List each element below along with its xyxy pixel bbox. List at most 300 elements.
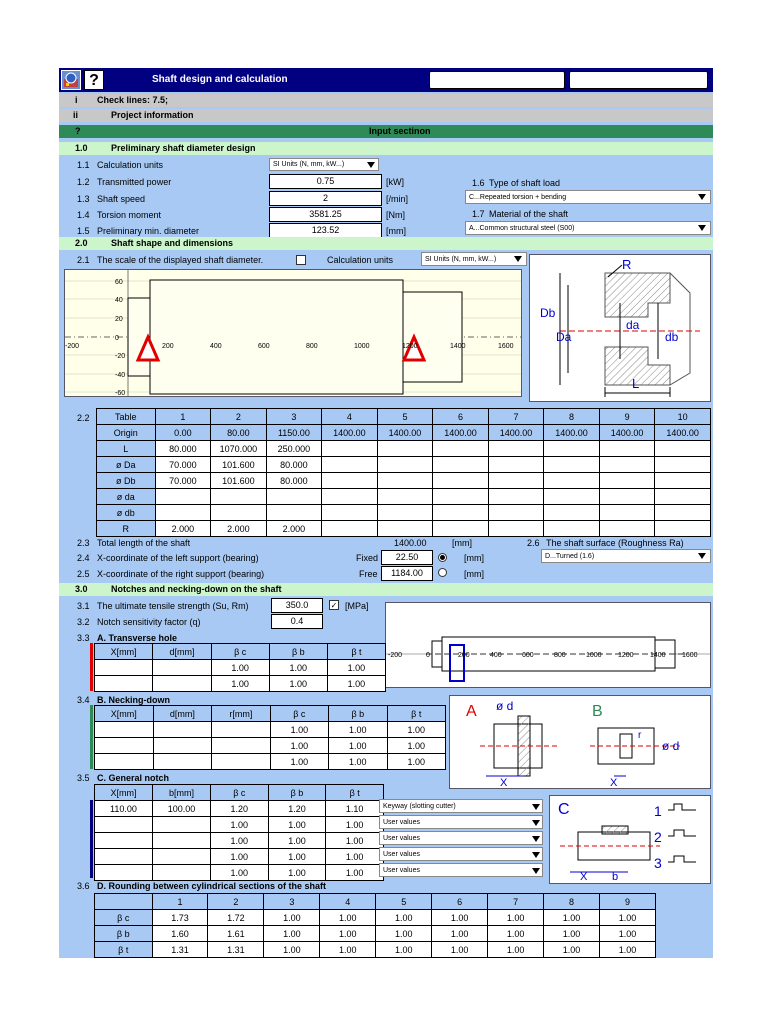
- table-row: [95, 926, 656, 942]
- table-cell[interactable]: 1.20: [210, 801, 268, 817]
- table-row: [95, 833, 384, 849]
- column-header: β b: [329, 706, 387, 722]
- label-phi-d-2: ø d: [662, 739, 680, 753]
- label-X-b: X: [610, 777, 618, 788]
- table-cell[interactable]: [155, 489, 211, 505]
- table-cell[interactable]: 1.00: [264, 910, 320, 926]
- label-Db: Db: [540, 306, 556, 320]
- notch-type-selects: [379, 799, 549, 879]
- marker-b: [90, 705, 93, 769]
- column-header: d[mm]: [153, 644, 211, 660]
- roughness-select[interactable]: D...Turned (1.6): [541, 549, 711, 563]
- notch-sensitivity-input[interactable]: 0.4: [271, 614, 323, 629]
- y-tick-label: -60: [115, 390, 126, 396]
- total-length-value: 1400.00: [394, 538, 427, 548]
- column-header: β c: [211, 644, 269, 660]
- table-cell[interactable]: 1.00: [387, 738, 446, 754]
- x-tick-label: -200: [388, 652, 403, 659]
- table-cell[interactable]: [95, 722, 154, 738]
- x-tick-label: 200: [162, 343, 174, 350]
- column-header: 8: [544, 409, 600, 425]
- table-cell[interactable]: 1.00: [264, 942, 320, 958]
- table-cell[interactable]: 1.00: [600, 926, 656, 942]
- table-cell[interactable]: [212, 738, 271, 754]
- column-header: X[mm]: [95, 706, 154, 722]
- table-cell[interactable]: [95, 817, 153, 833]
- material-label: Material of the shaft: [489, 209, 569, 219]
- table-cell[interactable]: 80.00: [211, 425, 267, 441]
- table-row: [95, 660, 386, 676]
- table-cell[interactable]: 1.00: [488, 942, 544, 958]
- column-header: 4: [320, 894, 376, 910]
- table-cell[interactable]: 1.00: [329, 738, 387, 754]
- table-cell[interactable]: [544, 457, 600, 473]
- table-cell[interactable]: 1.00: [488, 910, 544, 926]
- general-notch-title: C. General notch: [97, 773, 170, 783]
- chevron-down-icon[interactable]: [698, 225, 706, 231]
- table-cell[interactable]: [377, 521, 433, 537]
- table-cell[interactable]: 1.00: [387, 722, 446, 738]
- table-cell[interactable]: 100.00: [152, 801, 210, 817]
- material-select[interactable]: A...Common structural steel (S00): [465, 221, 711, 235]
- column-header: 9: [600, 894, 656, 910]
- notch-type-select[interactable]: User values: [379, 847, 543, 861]
- table-cell[interactable]: [95, 738, 154, 754]
- table-cell[interactable]: 1.00: [268, 865, 326, 881]
- label-r: r: [638, 730, 642, 741]
- load-type-select[interactable]: C...Repeated torsion + bending: [465, 190, 711, 204]
- table-cell[interactable]: [266, 505, 322, 521]
- table-cell[interactable]: 2.000: [211, 521, 267, 537]
- table-cell[interactable]: [152, 833, 210, 849]
- rounding-table: [94, 893, 656, 958]
- notch-type-select[interactable]: User values: [379, 831, 543, 845]
- column-header: β b: [268, 785, 326, 801]
- table-cell[interactable]: 1.00: [544, 942, 600, 958]
- table-cell[interactable]: 1.00: [432, 942, 488, 958]
- table-cell[interactable]: 1.00: [327, 660, 385, 676]
- input-section-label: Input sectinon: [369, 126, 431, 136]
- section-2-title: Shaft shape and dimensions: [111, 238, 234, 248]
- table-cell[interactable]: [544, 441, 600, 457]
- column-header: b[mm]: [152, 785, 210, 801]
- table-row: [95, 942, 656, 958]
- table-cell[interactable]: [211, 489, 267, 505]
- chevron-down-icon[interactable]: [532, 836, 540, 842]
- table-cell[interactable]: [152, 817, 210, 833]
- help-icon[interactable]: ?: [84, 70, 104, 90]
- table-cell[interactable]: 1.00: [600, 942, 656, 958]
- column-header: 10: [655, 409, 711, 425]
- label-db: db: [665, 330, 679, 344]
- shaft-section-figure: [529, 254, 711, 402]
- column-header: 1: [155, 409, 211, 425]
- table-cell[interactable]: Origin: [97, 425, 156, 441]
- table-cell[interactable]: [433, 489, 489, 505]
- marker-a: [90, 643, 93, 691]
- section-1-header: 1.0 Preliminary shaft diameter design: [59, 142, 713, 155]
- notch-c-figure: [549, 795, 711, 884]
- table-cell[interactable]: 1.00: [211, 660, 269, 676]
- table-cell[interactable]: [212, 722, 271, 738]
- table-cell[interactable]: [322, 505, 378, 521]
- table-cell[interactable]: 1.00: [210, 833, 268, 849]
- column-header: 6: [432, 894, 488, 910]
- table-cell[interactable]: 1.00: [264, 926, 320, 942]
- table-cell[interactable]: [211, 505, 267, 521]
- load-type-label: Type of shaft load: [489, 178, 561, 188]
- table-cell[interactable]: [95, 676, 153, 692]
- table-cell[interactable]: [153, 754, 212, 770]
- table-cell[interactable]: 1.00: [270, 722, 328, 738]
- table-cell[interactable]: 1.31: [152, 942, 208, 958]
- table-cell[interactable]: 1.00: [544, 910, 600, 926]
- table-cell[interactable]: [95, 849, 153, 865]
- tensile-checkbox[interactable]: ✓: [330, 601, 338, 610]
- rounding-title: D. Rounding between cylindrical sections of the shaft: [97, 881, 327, 891]
- table-row: [95, 910, 656, 926]
- label-2: 2: [654, 829, 662, 845]
- table-cell[interactable]: 1.00: [269, 676, 327, 692]
- table-cell[interactable]: [488, 521, 544, 537]
- check-lines-label: Check lines: 7.5;: [97, 95, 169, 105]
- column-header: 5: [376, 894, 432, 910]
- section-1-title: Preliminary shaft diameter design: [111, 143, 256, 153]
- table-cell[interactable]: [433, 441, 489, 457]
- x-tick-label: 1200: [618, 652, 634, 659]
- table-cell[interactable]: [153, 660, 211, 676]
- table-cell[interactable]: [153, 676, 211, 692]
- x-tick-label: 0: [426, 652, 430, 659]
- table-cell[interactable]: β b: [95, 926, 153, 942]
- table-cell[interactable]: [599, 489, 655, 505]
- table-cell[interactable]: 1400.00: [544, 425, 600, 441]
- label-3: 3: [654, 855, 662, 871]
- table-cell[interactable]: [95, 754, 154, 770]
- table-cell[interactable]: 1.00: [268, 817, 326, 833]
- shaft-dimension-table: [96, 408, 711, 537]
- table-cell[interactable]: [95, 660, 153, 676]
- x-tick-label: 800: [554, 652, 566, 659]
- table-cell[interactable]: [433, 521, 489, 537]
- table-cell[interactable]: 1.00: [320, 926, 376, 942]
- table-cell[interactable]: 1400.00: [655, 425, 711, 441]
- table-cell[interactable]: 1.00: [488, 926, 544, 942]
- table-row: [95, 754, 446, 770]
- app-logo-icon[interactable]: [61, 70, 81, 90]
- table-cell[interactable]: 80.000: [155, 441, 211, 457]
- table-cell[interactable]: 1.60: [152, 926, 208, 942]
- table-cell[interactable]: [655, 457, 711, 473]
- table-cell[interactable]: R: [97, 521, 156, 537]
- table-cell[interactable]: [377, 473, 433, 489]
- table-cell[interactable]: [377, 489, 433, 505]
- table-cell[interactable]: [488, 505, 544, 521]
- table-cell[interactable]: 1.00: [327, 676, 385, 692]
- x-tick-label: 400: [490, 652, 502, 659]
- table-cell[interactable]: [599, 505, 655, 521]
- column-header: β t: [326, 785, 384, 801]
- table-cell[interactable]: 1150.00: [266, 425, 322, 441]
- table-cell[interactable]: [655, 473, 711, 489]
- table-cell[interactable]: [322, 473, 378, 489]
- table-cell[interactable]: 1.00: [329, 722, 387, 738]
- table-cell[interactable]: 1.00: [210, 817, 268, 833]
- y-tick-label: 40: [115, 297, 123, 304]
- table-cell[interactable]: 1.00: [210, 849, 268, 865]
- chevron-down-icon[interactable]: [532, 868, 540, 874]
- x-tick-label: 1200: [402, 343, 418, 350]
- table-cell[interactable]: 1.31: [208, 942, 264, 958]
- column-header: X[mm]: [95, 644, 153, 660]
- table-cell[interactable]: 1.00: [270, 738, 328, 754]
- table-cell[interactable]: 1.00: [270, 754, 328, 770]
- chevron-down-icon[interactable]: [532, 804, 540, 810]
- column-header: 7: [488, 409, 544, 425]
- table-cell[interactable]: 1.72: [208, 910, 264, 926]
- notch-position-plot: [385, 602, 711, 688]
- table-cell[interactable]: 1.00: [432, 926, 488, 942]
- table-cell[interactable]: β t: [95, 942, 153, 958]
- table-cell[interactable]: 1.00: [268, 833, 326, 849]
- general-notch-table: [94, 784, 384, 881]
- table-cell[interactable]: [488, 489, 544, 505]
- table-cell[interactable]: 1.00: [387, 754, 446, 770]
- column-header: X[mm]: [95, 785, 153, 801]
- table-cell[interactable]: 1.20: [268, 801, 326, 817]
- label-L: L: [632, 376, 640, 391]
- table-cell[interactable]: [95, 833, 153, 849]
- table-cell[interactable]: [599, 473, 655, 489]
- table-cell[interactable]: 1.00: [326, 833, 384, 849]
- column-header: 4: [322, 409, 378, 425]
- speed-input[interactable]: 2: [269, 191, 382, 206]
- x-tick-label: -200: [65, 343, 80, 350]
- table-cell[interactable]: 1.00: [329, 754, 387, 770]
- table-cell[interactable]: 1.00: [376, 926, 432, 942]
- right-support-input[interactable]: 1184.00: [381, 566, 433, 581]
- table-cell[interactable]: 70.000: [155, 473, 211, 489]
- table-cell[interactable]: [322, 489, 378, 505]
- table-row: [97, 473, 711, 489]
- table-cell[interactable]: 1.00: [210, 865, 268, 881]
- x-tick-label: 600: [258, 343, 270, 350]
- calc-units-select-2[interactable]: SI Units (N, mm, kW...): [421, 252, 527, 266]
- label-C: C: [558, 801, 570, 818]
- table-cell[interactable]: 1.00: [600, 910, 656, 926]
- y-tick-label: 0: [115, 335, 119, 342]
- table-cell[interactable]: [433, 457, 489, 473]
- free-radio[interactable]: [438, 568, 447, 577]
- section-3-title: Notches and necking-down on the shaft: [111, 584, 282, 594]
- table-cell[interactable]: β c: [95, 910, 153, 926]
- notch-type-select[interactable]: User values: [379, 815, 543, 829]
- table-cell[interactable]: 1.00: [326, 865, 384, 881]
- tensile-strength-input[interactable]: 350.0: [271, 598, 323, 613]
- table-cell[interactable]: [377, 457, 433, 473]
- chevron-down-icon[interactable]: [514, 256, 522, 262]
- table-cell[interactable]: [433, 505, 489, 521]
- section-3-header: 3.0 Notches and necking-down on the shaft: [59, 583, 713, 596]
- table-row: [97, 505, 711, 521]
- table-cell[interactable]: 1.00: [320, 942, 376, 958]
- table-cell[interactable]: 1400.00: [488, 425, 544, 441]
- table-cell[interactable]: [544, 521, 600, 537]
- label-X-c: X: [580, 871, 588, 883]
- table-cell[interactable]: 2.000: [155, 521, 211, 537]
- table-cell[interactable]: [153, 722, 212, 738]
- table-cell[interactable]: [655, 521, 711, 537]
- column-header: 1: [152, 894, 208, 910]
- chevron-down-icon[interactable]: [367, 162, 375, 168]
- label-1: 1: [654, 803, 662, 819]
- page-title: Shaft design and calculation: [152, 74, 288, 85]
- table-row: [97, 441, 711, 457]
- table-cell[interactable]: 80.000: [266, 473, 322, 489]
- marker-c: [90, 800, 93, 878]
- column-header: 2: [211, 409, 267, 425]
- column-header: 7: [488, 894, 544, 910]
- shaft-calculation-button[interactable]: Shaft calculation: [429, 71, 565, 89]
- chevron-down-icon[interactable]: [532, 820, 540, 826]
- table-cell[interactable]: ø db: [97, 505, 156, 521]
- table-row: [95, 849, 384, 865]
- table-cell[interactable]: 1.00: [432, 910, 488, 926]
- min-diameter-value: 123.52: [269, 223, 382, 238]
- table-row: [95, 738, 446, 754]
- chevron-down-icon[interactable]: [698, 553, 706, 559]
- table-cell[interactable]: [322, 521, 378, 537]
- table-cell[interactable]: [544, 473, 600, 489]
- table-cell[interactable]: ø Db: [97, 473, 156, 489]
- column-header: β t: [387, 706, 446, 722]
- table-cell[interactable]: 1400.00: [433, 425, 489, 441]
- table-cell[interactable]: 1.00: [211, 676, 269, 692]
- table-cell[interactable]: [153, 738, 212, 754]
- table-cell[interactable]: [544, 505, 600, 521]
- table-cell[interactable]: [655, 505, 711, 521]
- table-cell[interactable]: 1070.000: [211, 441, 267, 457]
- table-cell[interactable]: 1.10: [326, 801, 384, 817]
- notch-type-select[interactable]: Keyway (slotting cutter): [379, 799, 543, 813]
- y-tick-label: 60: [115, 279, 123, 286]
- table-cell[interactable]: 110.00: [95, 801, 153, 817]
- x-tick-label: 600: [522, 652, 534, 659]
- table-cell[interactable]: [599, 441, 655, 457]
- label-B: B: [592, 703, 603, 720]
- table-cell[interactable]: ø da: [97, 489, 156, 505]
- table-cell[interactable]: 250.000: [266, 441, 322, 457]
- table-cell[interactable]: 1.00: [326, 849, 384, 865]
- table-cell[interactable]: [655, 489, 711, 505]
- table-cell[interactable]: L: [97, 441, 156, 457]
- spreadsheet: ? Shaft design and calculation Shaft calculation Clear table of results i Check lines: 7.5; ii Project information ? Input sectinon 1.0 Preliminary shaft diameter design 1.1 Calculation units SI Units (N, mm, kW...) 1.2 Transmitted power 0.75 [kW] 1.3 Shaft speed 2 [/min] 1.4 Torsion moment 3581.25 [Nm] 1.5 Preliminary min. diameter 123.52 [mm] 1.6 Type of shaft load C...Repeated torsion + bending 1.7 Material of the shaft A...Common structural steel (S00) 2.0 Shaft shape and dimensions 2.1 The scale of the displayed shaft diameter. Calculation units SI Units (N, mm, kW...) 60 40 20 0 -20 -40 -60 -200 200 400 600 800 1000 1200 1400 1600 R Db Da da db L 2.2 Table 1 2 3 4 5 6 7 8 9 10 Origin 0.00 80.00 1150.00 1400.00 1400.00 1400.00 1400.00 1400.00 1400.00 1400.00 L 80.000 1070.000 250.000 ø Da 70.000 101.600 80.000 ø Db 70.000 101.600 80.000 ø da ø db R 2.000 2.000 2.000 2.3 Total length of the shaft 1400.00 [mm] 2.6 The shaft surface (Roughness Ra) D...Turned (1.6) 2.4 X-coordinate of the left support (bearing) Fixed 22.50 [mm] 2.5 X-coordinate of the right support (bearing) Free 1184.00 [mm] 3.0 Notches and necking-down on the shaft 3.1 The ultimate tensile strength (Su, Rm) 350.0 ✓ [MPa] 3.2 Notch sensitivity factor (q) 0.4 -200 0 200 400 600 800 1000 1200 1400 1600 3.3 A. Transverse hole X[mm] d[mm] β c β b β t 1.00 1.00 1.00 1.00 1.00 1.00 3.4 B. Necking-down X[mm] d[mm] r[mm] β c β b β t 1.00 1.00 1.00 1.00 1.00 1.00 1.00 1.00 1.00 A ø d X B r ø d X 3.5 C. General notch X[mm] b[mm] β c β b β t 110.00 100.00 1.20 1.20 1.10 1.00 1.00 1.00 1.00 1.00 1.00 1.00 1.00 1.00 1.00 1.00 1.00 Keyway (slotting cutter) User values User values User values User values C X b 1 2 3 3.6 D. Rounding between cylindrical sections of the shaft 1 2 3 4 5 6 7 8 9 β c 1.73 1.72 1.00 1.00 1.00 1.00 1.00 1.00 1.00 β b 1.60 1.61 1.00 1.00 1.00 1.00 1.00 1.00 1.00 β t 1.31 1.31 1.00 1.00 1.00 1.00 1.00 1.00 1.00: [59, 68, 713, 958]
- table-cell[interactable]: 1.00: [544, 926, 600, 942]
- table-row: [95, 722, 446, 738]
- necking-down-title: B. Necking-down: [97, 695, 171, 705]
- table-cell[interactable]: 1400.00: [599, 425, 655, 441]
- table-cell[interactable]: 1400.00: [322, 425, 378, 441]
- table-cell[interactable]: 1.73: [152, 910, 208, 926]
- scale-checkbox[interactable]: [296, 255, 306, 265]
- project-info-row[interactable]: ii Project information: [59, 109, 713, 122]
- clear-results-button[interactable]: Clear table of results: [569, 71, 708, 89]
- table-cell[interactable]: 1400.00: [377, 425, 433, 441]
- table-cell[interactable]: [488, 441, 544, 457]
- x-tick-label: 200: [458, 652, 470, 659]
- table-cell[interactable]: 1.00: [320, 910, 376, 926]
- table-cell[interactable]: [152, 849, 210, 865]
- table-cell[interactable]: [377, 441, 433, 457]
- table-row: [95, 801, 384, 817]
- table-cell[interactable]: 1.00: [269, 660, 327, 676]
- column-header: 3: [264, 894, 320, 910]
- table-cell[interactable]: 80.000: [266, 457, 322, 473]
- table-cell[interactable]: [95, 865, 153, 881]
- table-cell[interactable]: [599, 521, 655, 537]
- y-tick-label: -40: [115, 372, 126, 379]
- table-cell[interactable]: [155, 505, 211, 521]
- table-cell[interactable]: [655, 441, 711, 457]
- table-cell[interactable]: [322, 441, 378, 457]
- table-cell[interactable]: [152, 865, 210, 881]
- table-cell[interactable]: [212, 754, 271, 770]
- table-cell[interactable]: 1.00: [326, 817, 384, 833]
- x-tick-label: 800: [306, 343, 318, 350]
- fixed-radio[interactable]: [438, 553, 447, 562]
- table-cell[interactable]: [377, 505, 433, 521]
- table-cell[interactable]: [266, 489, 322, 505]
- table-cell[interactable]: 1.61: [208, 926, 264, 942]
- table-row: [95, 817, 384, 833]
- shaft-shape-plot: [64, 269, 522, 397]
- table-cell[interactable]: [488, 473, 544, 489]
- column-header: 9: [599, 409, 655, 425]
- column-header: r[mm]: [212, 706, 271, 722]
- table-cell[interactable]: [488, 457, 544, 473]
- column-header: β c: [210, 785, 268, 801]
- power-input[interactable]: 0.75: [269, 174, 382, 189]
- table-cell[interactable]: 2.000: [266, 521, 322, 537]
- table-cell[interactable]: 0.00: [155, 425, 211, 441]
- table-cell[interactable]: 1.00: [376, 910, 432, 926]
- table-cell[interactable]: 1.00: [376, 942, 432, 958]
- check-lines-row: i Check lines: 7.5;: [59, 94, 713, 107]
- label-R: R: [622, 257, 632, 272]
- calc-units-select[interactable]: SI Units (N, mm, kW...): [269, 158, 379, 171]
- table-cell[interactable]: ø Da: [97, 457, 156, 473]
- table-cell[interactable]: [544, 489, 600, 505]
- table-cell[interactable]: 101.600: [211, 473, 267, 489]
- table-cell[interactable]: [599, 457, 655, 473]
- chevron-down-icon[interactable]: [698, 194, 706, 200]
- table-cell[interactable]: 1.00: [268, 849, 326, 865]
- table-cell[interactable]: 101.600: [211, 457, 267, 473]
- table-row: [97, 521, 711, 537]
- x-tick-label: 1400: [450, 343, 466, 350]
- necking-down-table: [94, 705, 446, 770]
- chevron-down-icon[interactable]: [532, 852, 540, 858]
- transverse-hole-title: A. Transverse hole: [97, 633, 178, 643]
- left-support-input[interactable]: 22.50: [381, 550, 433, 565]
- torsion-moment-value: 3581.25: [269, 207, 382, 222]
- notch-type-select[interactable]: User values: [379, 863, 543, 877]
- table-cell[interactable]: [433, 473, 489, 489]
- table-cell[interactable]: [322, 457, 378, 473]
- table-cell[interactable]: 70.000: [155, 457, 211, 473]
- column-header: 5: [377, 409, 433, 425]
- x-tick-label: 1000: [354, 343, 370, 350]
